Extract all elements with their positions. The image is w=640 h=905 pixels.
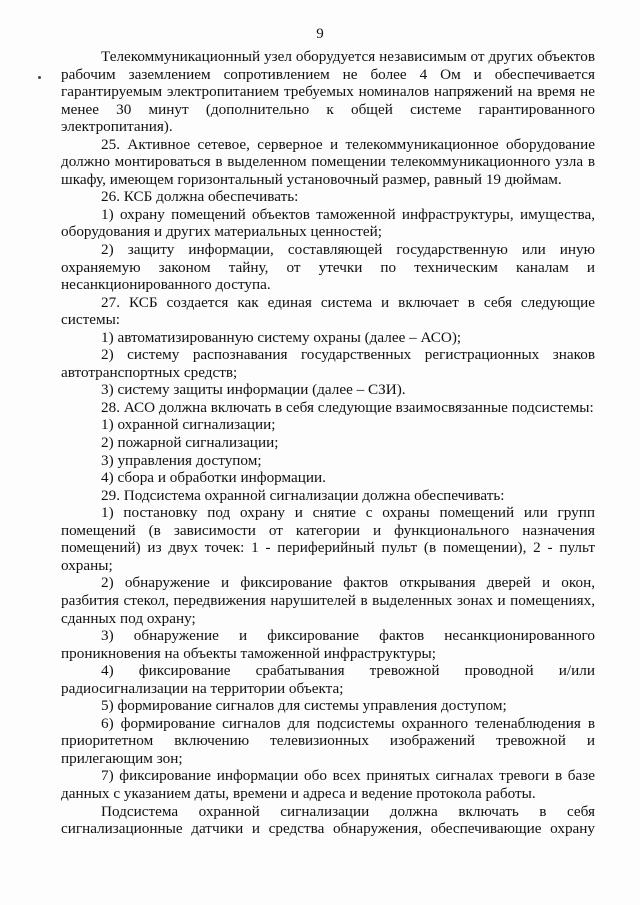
list-item: 1) постановку под охрану и снятие с охраны помещений или групп помещений (в зависимости от категории и функционального назначения помещений) из двух точек: 1 - периферийный пульт (в помещении), 2 - пульт охраны;	[61, 504, 595, 574]
list-item: 1) охрану помещений объектов таможенной инфраструктуры, имущества, оборудования и других материальных ценностей;	[61, 205, 595, 241]
list-item: 7) фиксирование информации обо всех принятых сигналах тревоги в базе данных с указанием даты, времени и адреса и ведение протокола работы.	[61, 767, 595, 802]
paragraph: 29. Подсистема охранной сигнализации должна обеспечивать:	[101, 486, 505, 504]
list-item: 2) систему распознавания государственных регистрационных знаков автотранспортных средств;	[61, 346, 595, 381]
list-item: 4) фиксирование срабатывания тревожной проводной и/или радиосигнализации на территории объекта;	[61, 662, 595, 697]
paragraph: 26. КСБ должна обеспечивать:	[101, 188, 299, 206]
list-item: 1) охранной сигнализации;	[101, 416, 276, 434]
list-item: 1) автоматизированную систему охраны (далее – АСО);	[101, 328, 462, 346]
list-item: 3) управления доступом;	[101, 451, 262, 469]
list-item: 3) систему защиты информации (далее – СЗИ).	[101, 381, 406, 399]
paragraph: Телекоммуникационный узел оборудуется независимым от других объектов рабочим заземлением сопротивлением не более 4 Ом и обеспечивается гарантируемым электропитанием требуемых номиналов напряжений на время не менее 30 минут (дополнительно к общей системе гарантированного электропитания).	[61, 48, 595, 136]
paragraph: 28. АСО должна включать в себя следующие взаимосвязанные подсистемы:	[101, 398, 594, 416]
list-item: 2) пожарной сигнализации;	[101, 434, 279, 452]
paragraph: 25. Активное сетевое, серверное и телекоммуникационное оборудование должно монтироваться в выделенном помещении телекоммуникационного узла в шкафу, имеющем горизонтальный установочный размер, равный 19 дюймам.	[61, 135, 595, 188]
paragraph: Подсистема охранной сигнализации должна включать в себя сигнализационные датчики и средства обнаружения, обеспечивающие охрану	[61, 802, 595, 838]
list-item: 6) формирование сигналов для подсистемы охранного теленаблюдения в приоритетном включению телевизионных изображений тревожной и прилегающим зон;	[61, 714, 595, 767]
scan-speck	[38, 76, 41, 79]
paragraph: 27. КСБ создается как единая система и включает в себя следующие системы:	[61, 293, 595, 329]
list-item: 5) формирование сигналов для системы управления доступом;	[101, 697, 507, 715]
page-number: 9	[316, 26, 324, 42]
list-item: 3) обнаружение и фиксирование фактов несанкционированного проникновения на объекты таможенной инфраструктуры;	[61, 627, 595, 662]
list-item: 4) сбора и обработки информации.	[101, 469, 326, 487]
document-body	[61, 48, 595, 838]
list-item: 2) обнаружение и фиксирование фактов открывания дверей и окон, разбития стекол, передвижения нарушителей в выделенных зонах и помещениях, сданных под охрану;	[61, 574, 595, 627]
list-item: 2) защиту информации, составляющей государственную или иную охраняемую законом тайну, от утечки по техническим каналам и несанкционированного доступа.	[61, 241, 595, 294]
